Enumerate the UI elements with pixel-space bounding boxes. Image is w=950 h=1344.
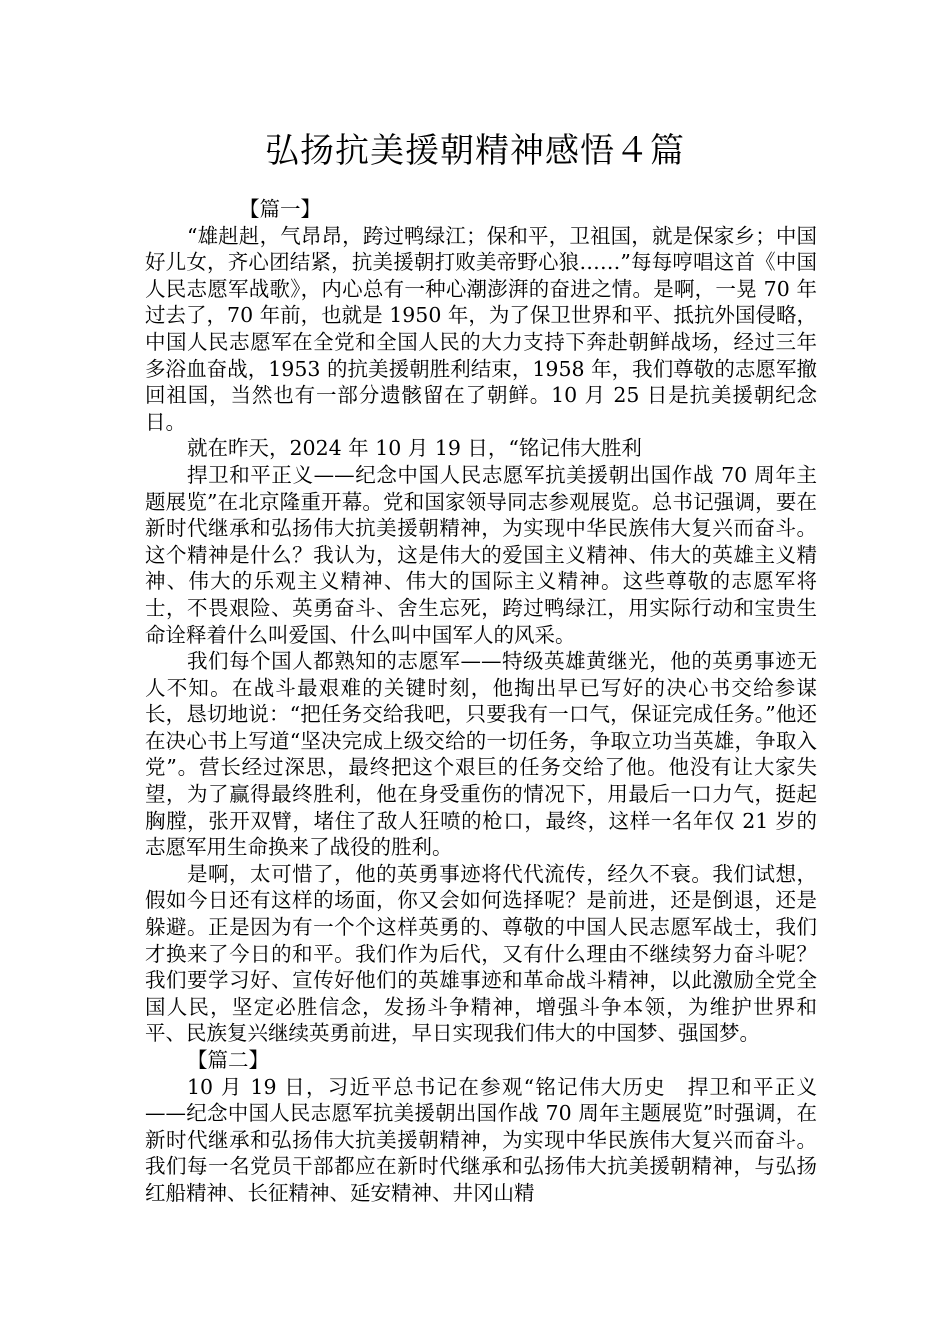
paragraph: 就在昨天，2024 年 10 月 19 日，“铭记伟大胜利	[187, 436, 642, 461]
paragraph: 10 月 19 日，习近平总书记在参观“铭记伟大历史 捍卫和平正义——纪念中国人民志愿军抗美援朝出国作战 70 周年主题展览”时强调，在新时代继承和弘扬伟大抗美援朝精神，为实现中华民族伟大复兴而奋斗。我们每一名党员干部都应在新时代继承和弘扬伟大抗美援朝精神，与弘扬红船精神、长征精神、延安精神、井冈山精	[145, 1074, 817, 1205]
document-body	[145, 196, 817, 1207]
paragraph: 我们每个国人都熟知的志愿军——特级英雄黄继光，他的英勇事迹无人不知。在战斗最艰难的关键时刻，他掏出早已写好的决心书交给参谋长，恳切地说：“把任务交给我吧，只要我有一口气，保证完成任务。”他还在决心书上写道“坚决完成上级交给的一切任务，争取立功当英雄，争取入党”。营长经过深思，最终把这个艰巨的任务交给了他。他没有让大家失望，为了赢得最终胜利，他在身受重伤的情况下，用最后一口力气，挺起胸膛，张开双臂，堵住了敌人狂喷的枪口，最终，这样一名年仅 21 岁的志愿军用生命换来了战役的胜利。	[145, 649, 817, 860]
section-heading-2: 【篇二】	[187, 1048, 269, 1072]
paragraph: “雄赳赳，气昂昂，跨过鸭绿江；保和平，卫祖国，就是保家乡；中国好儿女，齐心团结紧，抗美援朝打败美帝野心狼……”每每哼唱这首《中国人民志愿军战歌》，内心总有一种心潮澎湃的奋进之情。是啊，一晃 70 年过去了，70 年前，也就是 1950 年，为了保卫世界和平、抵抗外国侵略，中国人民志愿军在全党和全国人民的大力支持下奔赴朝鲜战场，经过三年多浴血奋战，1953 的抗美援朝胜利结束，1958 年，我们尊敬的志愿军撤回祖国，当然也有一部分遗骸留在了朝鲜。10 月 25 日是抗美援朝纪念日。	[145, 223, 817, 434]
section-heading-1: 【篇一】	[239, 197, 321, 221]
paragraph: 是啊，太可惜了，他的英勇事迹将代代流传，经久不衰。我们试想，假如今日还有这样的场面，你又会如何选择呢？是前进，还是倒退，还是躲避。正是因为有一个个这样英勇的、尊敬的中国人民志愿军战士，我们才换来了今日的和平。我们作为后代，又有什么理由不继续努力奋斗呢？我们要学习好、宣传好他们的英雄事迹和革命战斗精神，以此激励全党全国人民，坚定必胜信念，发扬斗争精神，增强斗争本领，为维护世界和平、民族复兴继续英勇前进，早日实现我们伟大的中国梦、强国梦。	[145, 861, 817, 1046]
paragraph: 捍卫和平正义——纪念中国人民志愿军抗美援朝出国作战 70 周年主题展览”在北京隆重开幕。党和国家领导同志参观展览。总书记强调，要在新时代继承和弘扬伟大抗美援朝精神，为实现中华民族伟大复兴而奋斗。这个精神是什么？我认为，这是伟大的爱国主义精神、伟大的英雄主义精神、伟大的乐观主义精神、伟大的国际主义精神。这些尊敬的志愿军将士，不畏艰险、英勇奋斗、舍生忘死，跨过鸭绿江，用实际行动和宝贵生命诠释着什么叫爱国、什么叫中国军人的风采。	[145, 462, 817, 647]
document-title: 弘扬抗美援朝精神感悟４篇	[265, 131, 685, 171]
